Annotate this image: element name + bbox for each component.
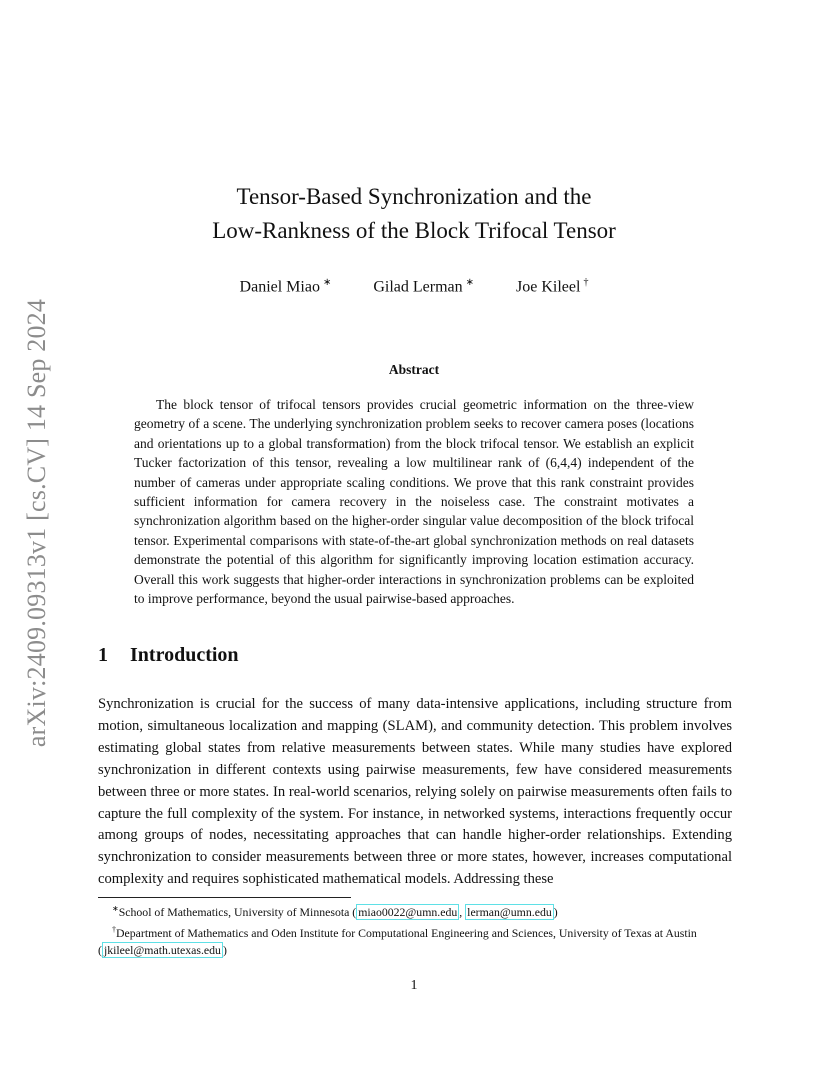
title-line-1: Tensor-Based Synchronization and the [236,184,592,209]
arxiv-identifier-stamp [12,285,62,760]
email-link-lerman[interactable]: lerman@umn.edu [467,904,552,919]
footnote-separator: , [459,904,466,919]
author-name: Daniel Miao [239,278,320,296]
introduction-paragraph: Synchronization is crucial for the success of many data-intensive applications, including structure from motion, simultaneous localization and mapping (SLAM), and community detection. This problem involves estimating global states from relative measurements between states. While many studies have explored synchronization in different contexts using pairwise measurements, few have considered measurements between three or more states. In real-world scenarios, relying solely on pairwise measurements often fails to capture the full complexity of the system. For instance, in networked systems, interactions frequently occur among groups of nodes, necessitating approaches that can handle higher-order relationships. Extending synchronization to consider measurements between three or more states, however, increases computational complexity and requires sophisticated mathematical models. Addressing these [98,696,732,888]
footnote-divider [98,897,351,898]
footnote-2 [98,921,732,959]
footnotes [98,900,732,959]
page-number: 1 [410,978,418,993]
section-title: Introduction [130,644,239,666]
abstract-text: The block tensor of trifocal tensors provides crucial geometric information on the three-view geometry of a scene. The underlying synchronization problem seeks to recover camera poses (locations and orientations up to a global transformation) from the block trifocal tensor. We establish an explicit Tucker factorization of this tensor, revealing a low multilinear rank of (6,4,4) independent of the number of cameras under appropriate scaling conditions. We prove that this rank constraint provides sufficient information for camera recovery in the noiseless case. The constraint motivates a synchronization algorithm based on the higher-order singular value decomposition of the block trifocal tensor. Experimental comparisons with state-of-the-art global synchronization methods on real datasets demonstrate the potential of this algorithm for significantly improving location estimation accuracy. Overall this work suggests that higher-order interactions in synchronization problems can be exploited to improve performance, beyond the usual pairwise-based approaches. [134,397,694,607]
author-name: Gilad Lerman [373,278,463,296]
abstract-heading: Abstract [388,362,440,377]
author-3 [516,277,588,296]
author-affiliation-mark: ∗ [465,277,475,288]
footnote-text: School of Mathematics, University of Minnesota ( [118,904,357,919]
author-1 [240,277,332,296]
footnote-mark: ∗ [112,904,119,913]
author-list [100,277,728,296]
section-number: 1 [98,644,108,666]
paper-title [100,180,728,248]
footnote-text: Department of Mathematics and Oden Institute for Computational Engineering and Sciences, University of Texas at Austin ( [98,925,697,957]
section-heading-introduction [98,644,239,667]
author-2 [373,277,474,296]
author-affiliation-mark: † [583,277,589,288]
footnote-close: ) [553,904,558,919]
email-link-miao[interactable]: miao0022@umn.edu [358,904,458,919]
arxiv-identifier-text: arXiv:2409.09313v1 [cs.CV] 14 Sep 2024 [22,298,51,747]
email-link-kileel[interactable]: jkileel@math.utexas.edu [103,942,221,957]
title-line-2: Low-Rankness of the Block Trifocal Tensor [212,218,616,243]
footnote-mark: † [112,924,116,934]
footnote-1 [98,900,732,921]
footnote-close: ) [222,942,227,957]
author-name: Joe Kileel [516,278,581,296]
author-affiliation-mark: ∗ [322,277,332,288]
